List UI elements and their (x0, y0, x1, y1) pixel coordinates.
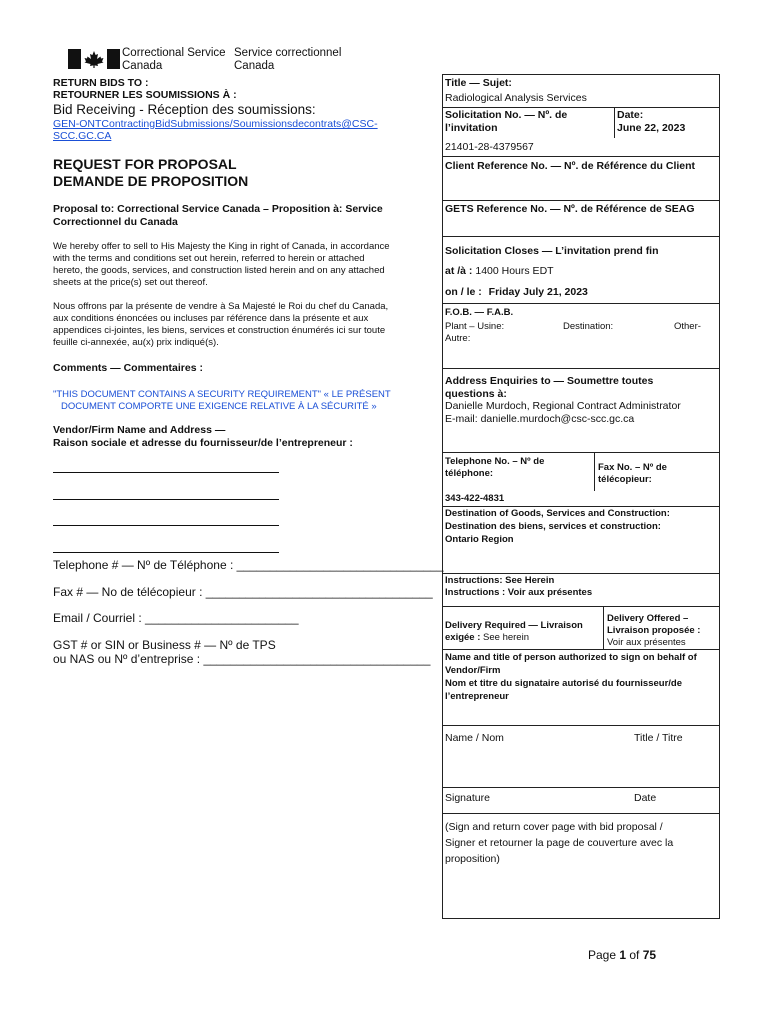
address-enquiries-2: questions à: (445, 388, 507, 400)
contact-email: E-mail: danielle.murdoch@csc-scc.gc.ca (445, 413, 635, 425)
date-value: June 22, 2023 (617, 122, 686, 134)
delivery-offered-2: Livraison proposée : (607, 625, 701, 636)
client-reference-label: Client Reference No. — Nº. de Référence du Client (445, 160, 696, 172)
sign-return-line: (Sign and return cover page with bid proposal / (445, 821, 663, 833)
security-notice-line1: "THIS DOCUMENT CONTAINS A SECURITY REQUIREMENT" « LE PRÉSENT (53, 389, 391, 400)
closing-date (445, 286, 588, 299)
offer-fr-line: aux conditions énoncées ou incluses par référence dans la présente et aux (53, 313, 369, 324)
contact-name: Danielle Murdoch, Regional Contract Administrator (445, 400, 681, 412)
telephone-label-2: téléphone: (445, 468, 494, 479)
proposal-to-line2: Correctionnel du Canada (53, 216, 178, 228)
logo-text-en-2: Canada (122, 59, 163, 72)
title-field-label[interactable]: Title / Titre (634, 732, 683, 744)
fob-label: F.O.B. — F.A.B. (445, 307, 514, 318)
destination-region: Ontario Region (445, 534, 514, 545)
delivery-required-label: exigée : (445, 632, 481, 643)
csc-logo (68, 47, 368, 71)
gst-label: GST # or SIN or Business # — Nº de TPS (53, 638, 276, 652)
canada-flag-icon (68, 49, 120, 69)
offer-fr (53, 301, 388, 349)
offer-fr-line: feuille ci-annexée, au(x) prix indiqué(s). (53, 337, 219, 348)
address-enquiries-1: Address Enquiries to — Soumettre toutes (445, 375, 654, 387)
delivery-required-1: Delivery Required — Livraison (445, 620, 583, 631)
sign-return-line: Signer et retourner la page de couverture avec la (445, 837, 674, 849)
gets-reference-label: GETS Reference No. — Nº. de Référence de SEAG (445, 203, 695, 215)
instructions-2: Instructions : Voir aux présentes (445, 587, 593, 598)
vendor-name-line[interactable] (53, 472, 279, 473)
offer-en-line: sheets at the price(s) set out thereof. (53, 277, 208, 288)
page-number (588, 948, 656, 962)
delivery-offered-value: Voir aux présentes (607, 637, 686, 648)
destination-goods-1: Destination of Goods, Services and Construction: (445, 508, 670, 519)
page-total: 75 (642, 948, 657, 962)
bid-email-link-line2[interactable]: SCC.GC.CA (53, 130, 112, 142)
solicitation-number: 21401-28-4379567 (445, 141, 534, 153)
proposal-to-line1: Proposal to: Correctional Service Canada – Proposition à: Service (53, 203, 383, 215)
name-field-label[interactable]: Name / Nom (445, 732, 504, 744)
vendor-address-line-2[interactable] (53, 525, 279, 526)
instructions-1: Instructions: See Herein (445, 575, 555, 586)
title-value: Radiological Analysis Services (445, 92, 587, 104)
authorized-person-4: l’entrepreneur (445, 691, 509, 702)
offer-en-line: hereto, the goods, services, and construction listed herein and on any attached (53, 265, 385, 276)
vendor-address-line-3[interactable] (53, 552, 279, 553)
offer-en (53, 241, 390, 289)
delivery-offered-1: Delivery Offered – (607, 613, 689, 624)
sign-return-note (445, 819, 673, 867)
destination-label: Destination: (563, 321, 614, 332)
return-bids-fr: RETOURNER LES SOUMISSIONS À : (53, 89, 237, 101)
return-bids-en: RETURN BIDS TO : (53, 77, 149, 89)
authorized-person-2: Vendor/Firm (445, 665, 501, 676)
date-field-label[interactable]: Date (634, 792, 657, 804)
rfp-title-fr: DEMANDE DE PROPOSITION (53, 173, 249, 189)
logo-text-fr-2: Canada (234, 59, 275, 72)
at-label: at /à : (445, 265, 473, 277)
email-field[interactable]: Email / Courriel : _______________________ (53, 611, 299, 625)
fax-field[interactable]: Fax # — No de télécopieur : __________________________________ (53, 585, 433, 599)
authorized-person-3: Nom et titre du signataire autorisé du fournisseur/de (445, 678, 683, 689)
security-notice-line2: DOCUMENT COMPORTE UNE EXIGENCE RELATIVE À LA SÉCURITÉ » (61, 401, 377, 412)
other-label: Other- (674, 321, 701, 332)
page-prefix: Page (588, 948, 620, 962)
on-value: Friday July 21, 2023 (488, 286, 588, 298)
destination-goods-2: Destination des biens, services et construction: (445, 521, 661, 532)
bid-receiving: Bid Receiving - Réception des soumissions: (53, 102, 316, 117)
delivery-required-value: See herein (483, 632, 529, 643)
page-current: 1 (619, 948, 627, 962)
sign-return-line: proposition) (445, 853, 500, 865)
delivery-required-2 (445, 632, 529, 644)
autre-label: Autre: (445, 333, 471, 344)
title-label: Title — Sujet: (445, 77, 512, 89)
solicitation-label-1: Solicitation No. — Nº. de (445, 109, 568, 121)
page-of: of (626, 948, 643, 962)
signature-field-label[interactable]: Signature (445, 792, 490, 804)
vendor-label-fr: Raison sociale et adresse du fournisseur/de l’entrepreneur : (53, 437, 353, 449)
date-label: Date: (617, 109, 644, 121)
logo-text-fr-1: Service correctionnel (234, 47, 342, 59)
on-label: on / le : (445, 286, 482, 298)
telephone-field[interactable]: Telephone # — Nº de Téléphone : _______________________________ (53, 558, 444, 572)
closes-label: Solicitation Closes — L’invitation prend fin (445, 245, 659, 257)
offer-en-line: with the terms and conditions set out herein, referred to herein or attached (53, 253, 365, 264)
solicitation-label-2: l’invitation (445, 122, 498, 134)
logo-text-en-1: Correctional Service (122, 47, 226, 59)
fax-label-1: Fax No. – Nº de (598, 462, 667, 473)
offer-en-line: We hereby offer to sell to His Majesty the King in right of Canada, in accordance (53, 241, 390, 252)
plant-label: Plant – Usine: (445, 321, 505, 332)
offer-fr-line: appendices ci-jointes, les biens, services et construction énumérés ici sur toute (53, 325, 386, 336)
vendor-label-en: Vendor/Firm Name and Address — (53, 424, 226, 436)
authorized-person-1: Name and title of person authorized to sign on behalf of (445, 652, 697, 663)
offer-fr-line: Nous offrons par la présente de vendre à Sa Majesté le Roi du chef du Canada, (53, 301, 389, 312)
fax-label-2: télécopieur: (598, 474, 652, 485)
vendor-address-line-1[interactable] (53, 499, 279, 500)
comments-label: Comments — Commentaires : (53, 362, 203, 374)
bid-email-link-line1[interactable]: GEN-ONTContractingBidSubmissions/Soumissionsdecontrats@CSC- (53, 118, 378, 130)
rfp-title-en: REQUEST FOR PROPOSAL (53, 156, 237, 172)
telephone-label-1: Telephone No. – Nº de (445, 456, 545, 467)
gst-field[interactable]: ou NAS ou Nº d’entreprise : __________________________________ (53, 652, 431, 666)
closing-time (445, 265, 554, 278)
telephone-value: 343-422-4831 (445, 493, 505, 504)
at-value: 1400 Hours EDT (475, 265, 554, 277)
